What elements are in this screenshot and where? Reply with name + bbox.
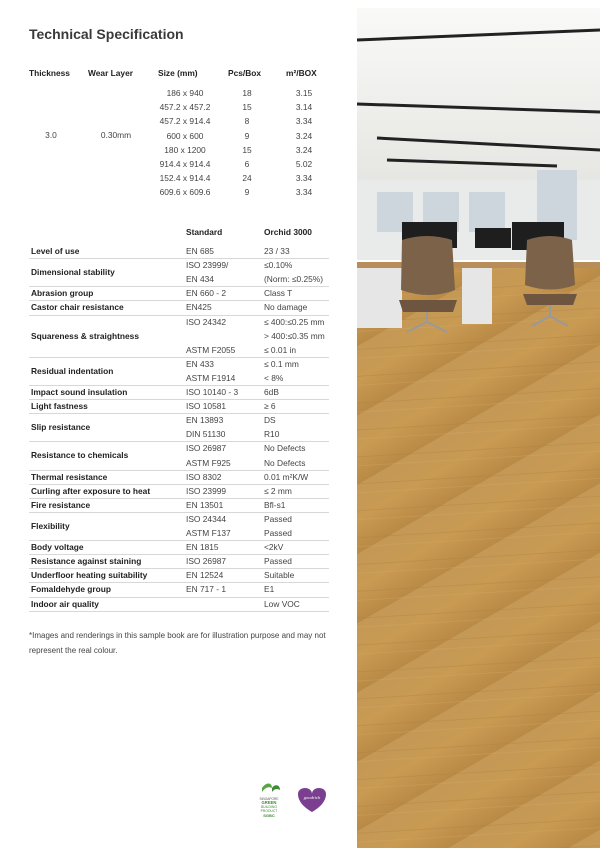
value-cell: Suitable [264,570,295,581]
row-divider [29,498,329,499]
value-cell: Passed [264,513,292,524]
spec-label: Slip resistance [31,422,91,433]
office-floor-photo [357,0,600,848]
standard-cell: EN 434 [186,274,214,285]
value-cell: ≤ 0.1 mm [264,358,299,369]
office-rendering [357,0,600,848]
svg-text:GREEN: GREEN [261,800,277,805]
spec-label: Dimensional stability [31,267,115,278]
page-title: Technical Specification [29,26,184,42]
spec-label: Fire resistance [31,499,91,510]
orchid-header: Orchid 3000 [264,227,312,237]
m2-cell: 5.02 [295,159,313,169]
m2-cell: 3.24 [295,144,313,155]
green-building-logo [260,784,280,819]
pcs-cell: 6 [244,159,250,169]
pcs-cell: 15 [242,144,252,155]
standard-cell: ISO 10581 [186,401,227,412]
row-divider [29,470,329,471]
wear-layer-cell: 0.30mm [100,130,132,140]
size-table-header: Wear Layer [88,68,134,78]
value-cell: Bfl-s1 [264,499,286,510]
row-divider [29,540,329,541]
standard-cell: ASTM F137 [186,528,231,538]
m2-cell: 3.34 [295,173,313,184]
row-divider [29,258,329,259]
spec-label: Flexibility [31,520,70,531]
value-cell: 6dB [264,387,279,397]
thickness-cell: 3.0 [45,130,57,140]
value-cell: > 400:≤0.35 mm [264,330,325,341]
size-table-header: Thickness [29,68,70,78]
standard-cell: EN 685 [186,246,214,256]
spec-label: Resistance to chemicals [31,450,129,461]
spec-label: Indoor air quality [31,598,99,609]
row-divider [29,315,329,316]
svg-text:SGBC: SGBC [263,813,275,818]
row-divider [29,484,329,485]
pcs-cell: 24 [242,173,252,184]
size-cell: 457.2 x 914.4 [159,116,211,127]
row-divider [29,568,329,569]
spec-label: Abrasion group [31,288,94,299]
size-cell: 152.4 x 914.4 [159,173,211,184]
standard-cell: ASTM F1914 [186,372,236,383]
standard-cell: ASTM F2055 [186,344,236,355]
row-divider [29,597,329,598]
value-cell: < 8% [264,372,284,383]
spec-label: Level of use [31,246,80,256]
standard-cell: EN 1815 [186,542,219,553]
spec-label: Body voltage [31,542,84,553]
value-cell: R10 [264,429,280,440]
standard-cell: EN 717 - 1 [186,584,227,595]
value-cell: Passed [264,528,292,538]
size-table-header: m²/BOX [286,68,317,78]
standard-cell: ISO 23999 [186,485,227,496]
value-cell: Low VOC [264,598,300,609]
certification-logos [256,782,336,826]
spec-label: Resistance against staining [31,556,142,567]
value-cell: Passed [264,556,292,567]
size-cell: 609.6 x 609.6 [159,187,211,198]
svg-text:BUILDING: BUILDING [260,805,278,809]
svg-text:PRODUCT: PRODUCT [260,809,278,813]
standard-cell: DIN 51130 [186,429,226,440]
standard-cell: EN 12524 [186,570,224,581]
standard-cell: EN 13501 [186,499,224,510]
size-cell: 180 x 1200 [164,144,206,155]
standard-cell: ISO 26987 [186,443,227,454]
standard-cell: ISO 10140 - 3 [186,387,239,397]
value-cell: 23 / 33 [264,246,290,256]
value-cell: ≤ 400:≤0.25 mm [264,316,325,327]
m2-cell: 3.14 [295,102,313,113]
standard-cell: EN 660 - 2 [186,288,227,299]
row-divider [29,611,329,612]
value-cell: ≥ 6 [264,401,276,412]
m2-cell: 3.34 [295,187,313,198]
svg-text:goodrich: goodrich [303,795,321,800]
m2-cell: 3.34 [295,116,313,127]
row-divider [29,554,329,555]
spec-label: Fomaldehyde group [31,584,112,595]
spec-label: Underfloor heating suitability [31,570,148,581]
spec-label: Impact sound insulation [31,387,128,397]
row-divider [29,413,329,414]
svg-text:SINGAPORE: SINGAPORE [259,797,279,801]
pcs-cell: 9 [244,130,250,141]
size-cell: 457.2 x 457.2 [159,102,211,113]
m2-cell: 3.15 [295,88,313,98]
pcs-cell: 9 [244,187,250,198]
standard-cell: ASTM F925 [186,457,231,468]
standard-cell: ISO 24344 [186,513,227,524]
row-divider [29,300,329,301]
standard-header: Standard [186,227,223,237]
row-divider [29,512,329,513]
size-table-header: Size (mm) [158,68,198,78]
value-cell: E1 [264,584,275,595]
row-divider [29,399,329,400]
pcs-cell: 8 [244,116,250,127]
standard-cell: ISO 8302 [186,471,222,482]
standard-cell: EN 433 [186,358,214,369]
standard-cell: ISO 23999/ [186,260,229,271]
row-divider [29,385,329,386]
m2-cell: 3.24 [295,130,313,141]
standard-cell: ISO 24342 [186,316,227,327]
value-cell: DS [264,415,276,426]
standard-cell: EN425 [186,302,212,313]
goodrich-logo [298,788,326,812]
spec-label: Castor chair resistance [31,302,124,313]
row-divider [29,286,329,287]
value-cell: 0.01 m²K/W [264,471,309,482]
spec-label: Residual indentation [31,365,114,376]
size-cell: 914.4 x 914.4 [159,159,211,169]
spec-label: Thermal resistance [31,471,108,482]
spec-label: Curling after exposure to heat [31,485,151,496]
value-cell: Class T [264,288,293,299]
spec-label: Squareness & straightness [31,330,139,341]
size-cell: 600 x 600 [166,130,204,141]
value-cell: No Defects [264,443,306,454]
spec-label: Light fastness [31,401,88,412]
size-table-header: Pcs/Box [228,68,262,78]
value-cell: (Norm: ≤0.25%) [264,274,324,285]
value-cell: ≤0.10% [264,260,293,271]
footnote: *Images and renderings in this sample book are for illustration purpose and may not represent the real colour. [29,631,326,655]
standard-cell: EN 13893 [186,415,224,426]
value-cell: ≤ 0.01 in [264,344,297,355]
value-cell: No damage [264,302,308,313]
row-divider [29,441,329,442]
value-cell: No Defects [264,457,306,468]
pcs-cell: 18 [242,88,252,98]
row-divider [29,582,329,583]
value-cell: <2kV [264,542,284,553]
pcs-cell: 15 [242,102,252,113]
size-cell: 186 x 940 [166,88,204,98]
standard-cell: ISO 26987 [186,556,227,567]
row-divider [29,357,329,358]
value-cell: ≤ 2 mm [264,485,292,496]
